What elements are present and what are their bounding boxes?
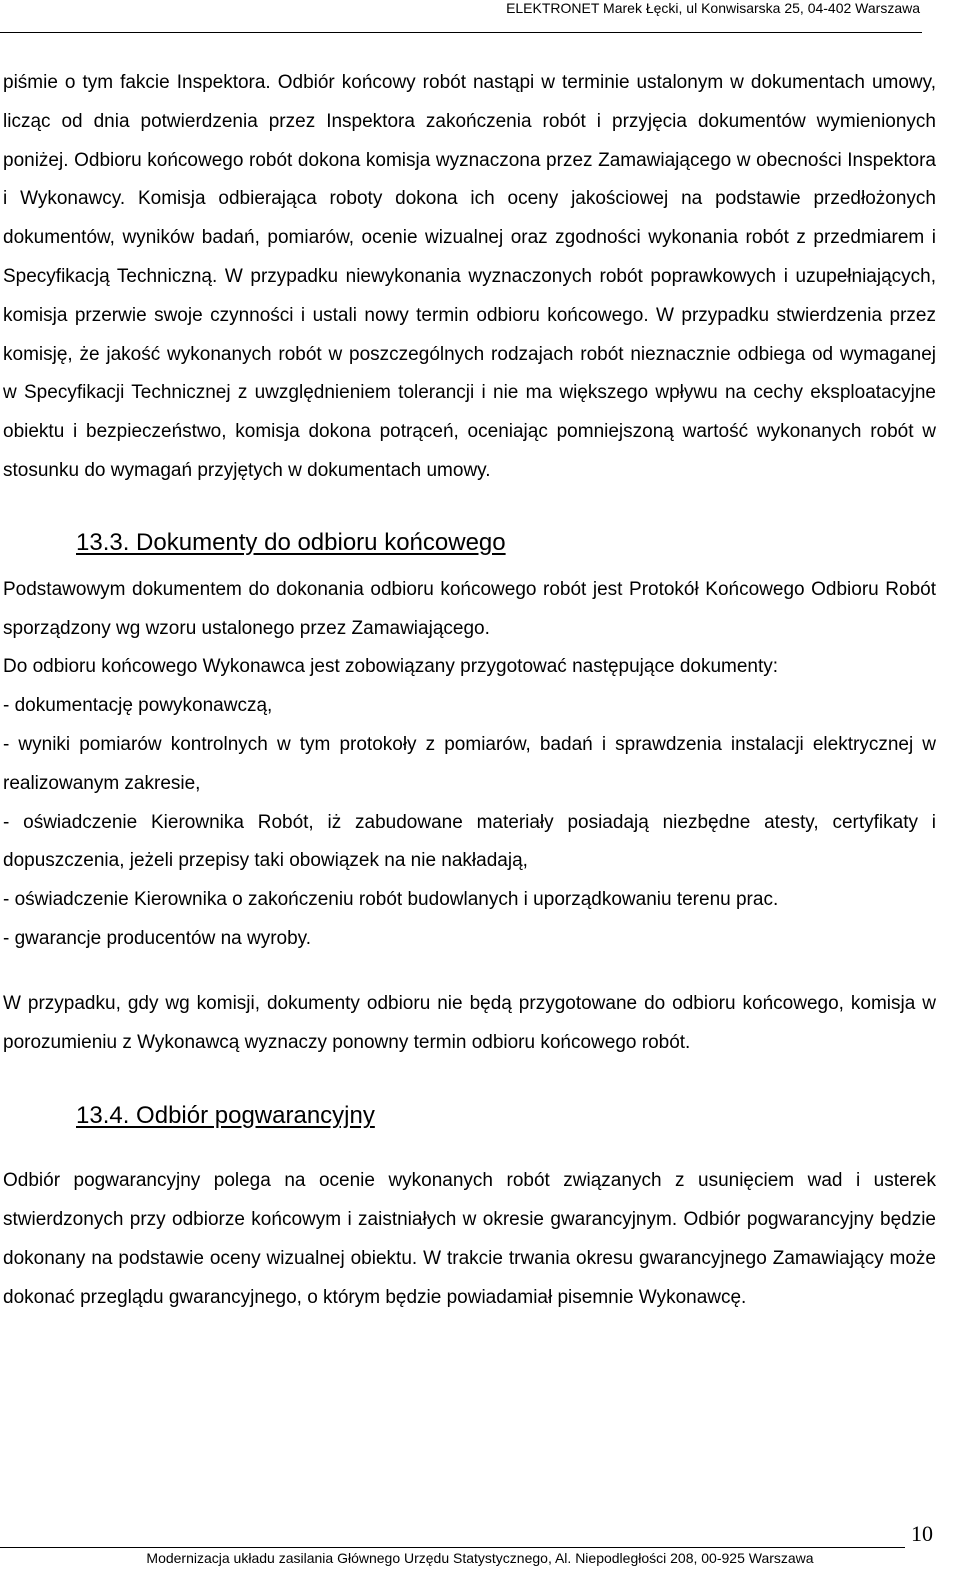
- list-item: - gwarancje producentów na wyroby.: [3, 927, 312, 949]
- header-address: ELEKTRONET Marek Łęcki, ul Konwisarska 25, 04-402 Warszawa: [506, 0, 920, 16]
- section-13-4-heading: 13.4. Odbiór pogwarancyjny: [76, 1102, 375, 1130]
- list-item: - dokumentację powykonawczą,: [3, 695, 273, 717]
- section-13-3-heading: 13.3. Dokumenty do odbioru końcowego: [76, 528, 506, 556]
- footer-text: Modernizacja układu zasilania Głównego Urzędu Statystycznego, Al. Niepodległości 208, 00-925 Warszawa: [146, 1550, 814, 1566]
- section-13-4-paragraph: Odbiór pogwarancyjny polega na ocenie wykonanych robót związanych z usunięciem wad i usterek stwierdzonych przy odbiorze końcowym i zaistniałych w okresie gwarancyjnym. Odbiór pogwarancyjny będzie dokonany na podstawie oceny wizualnej obiektu. W trakcie trwania okresu gwarancyjnego Zamawiający może dokonać przeglądu gwarancyjnego, o którym będzie powiadamiał pisemnie Wykonawcę.: [3, 1170, 936, 1308]
- list-item: - oświadczenie Kierownika o zakończeniu robót budowlanych i uporządkowaniu terenu prac.: [3, 889, 779, 911]
- document-body: [3, 64, 936, 1318]
- section-13-3-closing-paragraph: W przypadku, gdy wg komisji, dokumenty odbioru nie będą przygotowane do odbioru końcowego, komisja w porozumieniu z Wykonawcą wyznaczy ponowny termin odbioru końcowego robót.: [3, 992, 936, 1053]
- list-item: - oświadczenie Kierownika Robót, iż zabudowane materiały posiadają niezbędne atesty, certyfikaty i dopuszczenia, jeżeli przepisy taki obowiązek na nie nakładają,: [3, 811, 936, 872]
- intro-paragraph: piśmie o tym fakcie Inspektora. Odbiór końcowy robót nastąpi w terminie ustalonym w dokumentach umowy, licząc od dnia potwierdzenia przez Inspektora zakończenia robót i przyjęcia dokumentów wymienionych poniżej. Odbioru końcowego robót dokona komisja wyznaczona przez Zamawiającego w obecności Inspektora i Wykonawcy. Komisja odbierająca roboty dokona ich oceny jakościowej na podstawie przedłożonych dokumentów, wyników badań, pomiarów, ocenie wizualnej oraz zgodności wykonania robót z przedmiarem i Specyfikacją Techniczną. W przypadku niewykonania wyznaczonych robót poprawkowych i uzupełniających, komisja przerwie swoje czynności i ustali nowy termin odbioru końcowego. W przypadku stwierdzenia przez komisję, że jakość wykonanych robót w poszczególnych rodzajach robót nieznacznie odbiega od wymaganej w Specyfikacji Technicznej z uwzględnieniem tolerancji i nie ma większego wpływu na cechy eksploatacyjne obiektu i bezpieczeństwo, komisja dokona potrąceń, oceniając pomniejszoną wartość wykonanych robót w stosunku do wymagań przyjętych w dokumentach umowy.: [3, 72, 936, 481]
- section-13-3-paragraph-2: Do odbioru końcowego Wykonawca jest zobowiązany przygotować następujące dokumenty:: [3, 656, 779, 678]
- section-13-3-paragraph-1: Podstawowym dokumentem do dokonania odbioru końcowego robót jest Protokół Końcowego Odbioru Robót sporządzony wg wzoru ustalonego przez Zamawiającego.: [3, 578, 936, 639]
- list-item: - wyniki pomiarów kontrolnych w tym protokoły z pomiarów, badań i sprawdzenia instalacji elektrycznej w realizowanym zakresie,: [3, 733, 936, 794]
- page-number: 10: [911, 1521, 933, 1546]
- page-header: [0, 0, 922, 33]
